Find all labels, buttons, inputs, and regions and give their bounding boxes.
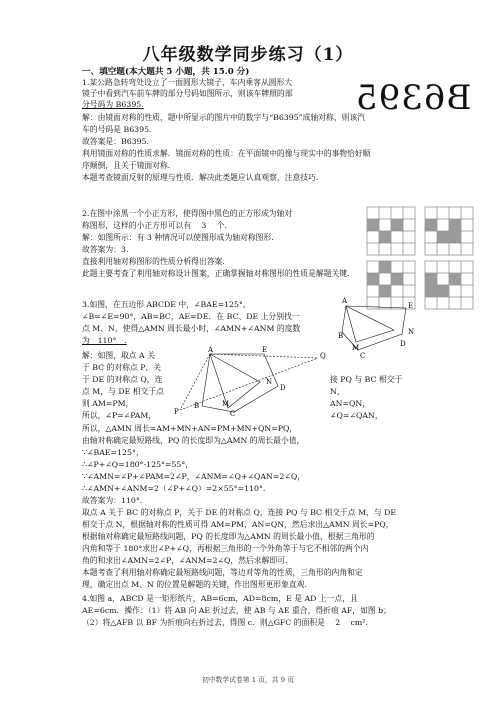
q3-line: 于 BC 的对称点 P，关 bbox=[82, 363, 162, 372]
q1-line: 序颠倒，且关于镜面对称. bbox=[82, 161, 171, 170]
page-title: 八年级数学同步练习（1） bbox=[142, 45, 354, 65]
q3-line: ∵∠BAE=125°， bbox=[82, 448, 144, 457]
fig3-label: P bbox=[174, 408, 179, 416]
q1-line: 本题考查镜面反射的原理与性质．解决此类题应认真观察，注意技巧. bbox=[82, 173, 319, 182]
q3-line: 为 110° . bbox=[82, 336, 127, 345]
fig3-label: A bbox=[208, 346, 214, 354]
q3-line: 理，确定出点 M、N 的位置是解题的关键，作出图形更形象直观. bbox=[82, 580, 307, 589]
q3-reflection-figure bbox=[170, 346, 330, 418]
fig3-label: N bbox=[266, 378, 273, 386]
q3-line: 所以，△AMN 周长=AM+MN+AN=PM+MN+QN=PQ， bbox=[82, 424, 298, 433]
q3-line: 本题考查了利用轴对称确定最短路线问题，等边对等角的性质，三角形的内角和定 bbox=[82, 568, 363, 577]
q3-line: 相交于点 N，根据轴对称的性质可得 AM=PM，AN=QN，然后求出△AMN 周长=PQ， bbox=[82, 520, 394, 529]
q1-line: 镜子中看到汽车前车牌的部分号码如图所示，则该车牌照的部 bbox=[82, 89, 293, 98]
q3-line: 点 M、N，使得△AMN 周长最小时，∠AMN+∠ANM 的度数 bbox=[82, 324, 301, 333]
fig3-label: D bbox=[280, 384, 286, 392]
q3-line: 点 M，与 DE 相交于点 bbox=[82, 387, 164, 396]
q3-right-line: AN=QN， bbox=[330, 399, 370, 408]
q4-line: （2）将△AFB 以 BF 为折痕向右折过去，得图 c．则△GFC 的面积是 2 cm². bbox=[82, 618, 368, 627]
fig3s-label: E bbox=[408, 302, 414, 310]
fig3s-label: M bbox=[352, 344, 360, 352]
q4-line: 4.如图 a，ABCD 是一矩形纸片，AB=6cm，AD=8cm，E 是 AD 上一点，且 bbox=[82, 594, 358, 603]
q3-line: 则 AM=PM， bbox=[82, 399, 134, 408]
q2-line: 解：如图所示：有 3 种情况可以使图形成为轴对称图形. bbox=[82, 233, 274, 242]
q2-line: 2.在图中涂黑一个小正方形，使得图中黑色的正方形成为轴对 bbox=[82, 209, 293, 218]
q3-line: ∴∠P+∠Q=180°-125°=55°， bbox=[82, 460, 194, 469]
q3-line: 解：如图，取点 A 关 bbox=[82, 351, 155, 360]
q3-line: ∴∠AMN+∠ANM=2（∠P+∠Q）=2×55°=110°. bbox=[82, 484, 266, 493]
q1-line: 1.某公路急转弯处设立了一面圆形大镜子，车内乘客从圆形大 bbox=[82, 78, 293, 87]
fig3s-label: B bbox=[338, 332, 344, 340]
q3-line: 由轴对称确定最短路线，PQ 的长度即为△AMN 的周长最小值， bbox=[82, 436, 305, 445]
q3-line: 所以，∠P=∠PAM， bbox=[82, 411, 157, 420]
q3-line: 于 DE 的对称点 Q，连 bbox=[82, 375, 163, 384]
q1-line: 解：由镜面对称的性质，题中所显示的图片中的数字与“B6395”成轴对称，则该汽 bbox=[82, 113, 366, 122]
fig3-label: B bbox=[194, 402, 200, 410]
q3-line: ∵∠AMN=∠P+∠PAM=2∠P，∠ANM=∠Q+∠QAN=2∠Q， bbox=[82, 472, 306, 481]
fig3-label: C bbox=[230, 410, 236, 418]
q4-line: AE=6cm．操作：（1）将 AB 向 AE 折过去，使 AB 与 AE 重合，得折痕 AF，如图 b； bbox=[82, 606, 391, 615]
mirror-plate-image: B6395 bbox=[355, 78, 472, 118]
fig3-label: E bbox=[262, 346, 268, 354]
q3-line: ∠B=∠E=90°，AB=BC，AE=DE．在 BC、DE 上分别找一 bbox=[82, 312, 300, 321]
q2-line: 故答案为：3. bbox=[82, 245, 129, 254]
q3-right-line: 接 PQ 与 BC 相交于 bbox=[330, 375, 403, 384]
q3-line: 3.如图，在五边形 ABCDE 中，∠BAE=125°， bbox=[82, 300, 251, 309]
q3-line: 故答案为：110°. bbox=[82, 496, 143, 505]
q3-line: 取点 A 关于 BC 的对称点 P，关于 DE 的对称点 Q，连接 PQ 与 BC 相交于点 M，与 DE bbox=[82, 508, 397, 517]
q1-line: 故答案是：B6395. bbox=[82, 137, 150, 146]
q3-right-line: ∠Q=∠QAN， bbox=[330, 411, 383, 420]
q1-line: 车的号码是 B6395. bbox=[82, 125, 152, 134]
fig3s-label: A bbox=[342, 297, 348, 305]
q1-line: 利用镜面对称的性质求解．镜面对称的性质：在平面镜中的像与现实中的事物恰好顺 bbox=[82, 149, 371, 158]
fig3s-label: D bbox=[400, 340, 406, 348]
fig3-label: Q bbox=[320, 352, 326, 360]
fig3s-label: N bbox=[408, 328, 415, 336]
q2-line: 称图形，这样的小正方形可以有 3 个. bbox=[82, 221, 227, 230]
fig3s-label: C bbox=[360, 352, 366, 360]
q3-line: 根据轴对称确定最短路线问题，PQ 的长度即为△AMN 的周长最小值，根据三角形的 bbox=[82, 532, 375, 541]
q3-line: 角的和求出∠AMN=2∠P，∠ANM=2∠Q，然后求解即可. bbox=[82, 556, 288, 565]
q1-line: 分号码为 B6395. bbox=[82, 100, 144, 109]
section-heading: 一、填空题(本大题共 5 小题，共 15.0 分) bbox=[82, 67, 250, 77]
q3-pentagon-figure bbox=[338, 294, 420, 366]
q2-line: 直接利用轴对称图形的性质分析得出答案. bbox=[82, 257, 225, 266]
fig3-label: M bbox=[222, 400, 230, 408]
q3-right-line: N， bbox=[330, 387, 345, 396]
page-footer: 初中数学试卷第 1 页，共 9 页 bbox=[201, 676, 295, 684]
q3-line: 内角和等于 180°求出∠P+∠Q，再根据三角形的一个外角等于与它不相邻的两个内 bbox=[82, 544, 369, 553]
q2-line: 此题主要考查了利用轴对称设计图案，正确掌握轴对称图形的性质是解题关键. bbox=[82, 269, 350, 278]
